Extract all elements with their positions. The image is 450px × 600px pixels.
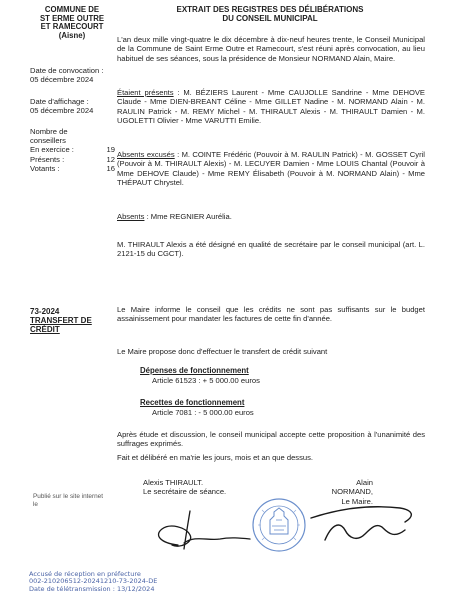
convocation-block	[30, 66, 103, 84]
convocation-label: Date de convocation :	[30, 66, 104, 75]
secretary-name: Alexis THIRAULT.	[143, 478, 204, 487]
deliberation-number: 73-2024	[30, 307, 60, 316]
depenses-label: Dépenses de fonctionnement	[140, 366, 249, 375]
excuses-text: : M. COINTE Frédéric (Pouvoir à M. RAULIN Patrick) - M. GOSSET Cyril (Pouvoir à M. THIRAULT Alexis) - M. LECUYER Damien - Mme LOUIS Chantal (Pouvoir à Mme DEHOVE Claude) - Mme REMY Élisabeth (Pouvoir à M. NORMAND Alain) - Mme THÉPAUT Chrystel.	[117, 150, 425, 188]
receipt-line1: Accusé de réception en préfecture	[29, 570, 141, 578]
intro-paragraph: L'an deux mille vingt-quatre le dix décembre à dix-neuf heures trente, le Conseil Municipal de la Commune de Saint Erme Outre et Ramecourt, s'est réuni après convocation, au lieu habituel de ses séances, sous la présidence de Monsieur NORMAND Alain, Maire.	[117, 35, 425, 63]
mayor-handwritten-signature	[305, 500, 420, 555]
depenses-line: Article 61523 : + 5 000.00 euros	[152, 376, 260, 385]
recettes-label: Recettes de fonctionnement	[140, 398, 245, 407]
secretary-role: Le secrétaire de séance.	[143, 487, 227, 497]
deliberation-para4: Fait et délibéré en ma'rie les jours, mois et an que dessus.	[117, 453, 314, 462]
mairie-stamp	[250, 496, 308, 554]
stat-value: 19	[106, 145, 115, 155]
affichage-date: 05 décembre 2024	[30, 106, 94, 116]
nombre-label2: conseillers	[30, 136, 66, 146]
deliberation-para1: Le Maire informe le conseil que les crédits ne sont pas suffisants sur le budget assainissement pour mandater les factures de cette fin d'année.	[117, 305, 425, 324]
nombre-label1: Nombre de	[30, 127, 68, 136]
title-line1: EXTRAIT DES REGISTRES DES DÉLIBÉRATIONS	[176, 5, 364, 14]
affichage-block	[30, 97, 93, 115]
presents-label: Étaient présents	[117, 88, 174, 97]
secretary-handwritten-signature	[150, 505, 255, 555]
presents-paragraph	[117, 88, 425, 126]
stat-row	[30, 155, 115, 164]
deliberation-heading	[30, 307, 92, 335]
absents-text: : Mme REGNIER Aurélia.	[144, 212, 232, 221]
stat-value: 12	[106, 154, 115, 164]
stat-label: Présents :	[30, 154, 65, 164]
secretary-signature-block	[143, 478, 226, 497]
stat-value: 16	[106, 163, 115, 173]
document-title	[150, 6, 390, 24]
deliberation-para2: Le Maire propose donc d'effectuer le transfert de crédit suivant	[117, 347, 328, 356]
deliberation-title2: CRÉDIT	[30, 325, 60, 335]
title-line2: DU CONSEIL MUNICIPAL	[222, 13, 318, 23]
receipt-line2: 002-210206512-20241210-73-2024-DE	[29, 577, 158, 586]
commune-line3: ET RAMECOURT	[40, 22, 104, 32]
commune-line4: (Aisne)	[58, 30, 86, 40]
deliberation-para3: Après étude et discussion, le conseil municipal accepte cette proposition à l'unanimité des suffrages exprimés.	[117, 430, 425, 449]
conseillers-block	[30, 127, 115, 173]
mayor-role: Le Maire.	[341, 496, 373, 506]
commune-block	[28, 6, 116, 40]
stat-label: Votants :	[30, 163, 60, 173]
secretary-paragraph: M. THIRAULT Alexis a été désigné en qualité de secrétaire par le conseil municipal (art. L. 2121-15 du CGCT).	[117, 240, 425, 259]
recettes-line: Article 7081 : - 5 000.00 euros	[152, 408, 254, 417]
affichage-label: Date d'affichage :	[30, 97, 89, 106]
absents-paragraph	[117, 212, 425, 221]
commune-line2: ST ERME OUTRE	[39, 13, 105, 23]
receipt-line3: Date de télétransmission : 13/12/2024	[29, 584, 155, 593]
presents-text: : M. BÉZIERS Laurent - Mme CAUJOLLE Sandrine - Mme DEHOVE Claude - Mme DIEN-BREANT Céline - Mme GILLET Nadine - M. NORMAND Alain - M. RAULIN Patrick - M. REMY Michel - M. THIRAULT Alexis - M. THIRAULT Damien - M. UGOLETTI Olivier - Mme VARUTTI Emilie.	[117, 88, 425, 126]
absents-label: Absents	[117, 212, 145, 221]
stat-label: En exercice :	[30, 145, 74, 155]
publication-line1: Publié sur le site internet	[33, 493, 103, 500]
deliberation-title1: TRANSFERT DE	[30, 316, 92, 326]
publication-note	[33, 493, 103, 509]
commune-line1: COMMUNE DE	[44, 5, 100, 14]
stat-row	[30, 164, 115, 173]
prefecture-receipt	[29, 571, 215, 593]
convocation-date: 05 décembre 2024	[30, 75, 94, 85]
excuses-paragraph	[117, 150, 425, 188]
mayor-name: Alain NORMAND,	[331, 478, 373, 497]
excuses-label: Absents excusés	[117, 150, 175, 159]
publication-line2: le	[33, 501, 38, 508]
stat-row	[30, 145, 115, 154]
